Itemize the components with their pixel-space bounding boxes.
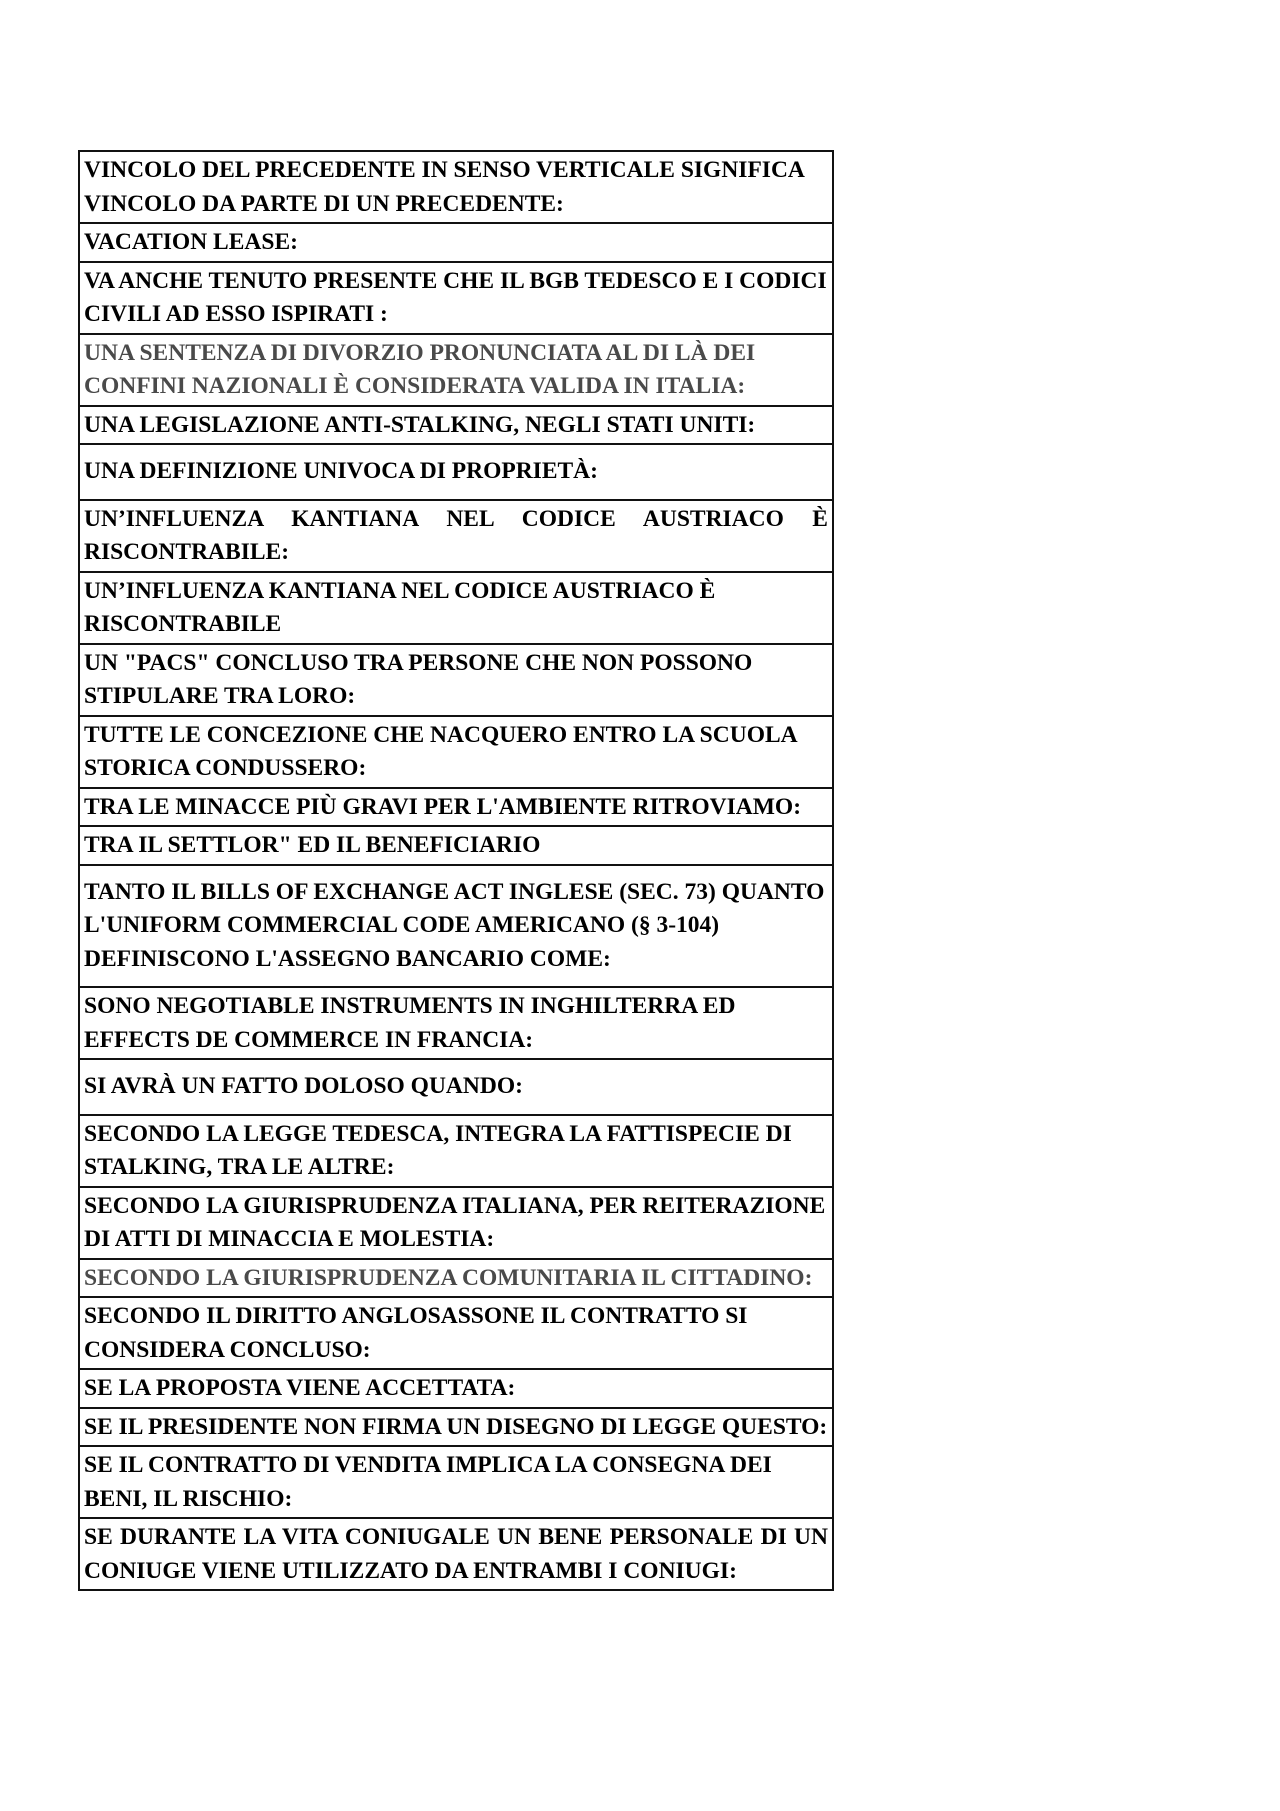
question-cell: TRA IL SETTLOR" ED IL BENEFICIARIO [79, 826, 833, 865]
question-cell: SECONDO LA GIURISPRUDENZA COMUNITARIA IL CITTADINO: [79, 1259, 833, 1298]
table-row [79, 1446, 833, 1518]
table-row [79, 1059, 833, 1115]
question-cell: TANTO IL BILLS OF EXCHANGE ACT INGLESE (SEC. 73) QUANTO L'UNIFORM COMMERCIAL CODE AMERICANO (§ 3-104) DEFINISCONO L'ASSEGNO BANCARIO COME: [79, 865, 833, 988]
table-row [79, 334, 833, 406]
questions-table [78, 150, 834, 1591]
table-row [79, 644, 833, 716]
question-cell: SECONDO LA LEGGE TEDESCA, INTEGRA LA FATTISPECIE DI STALKING, TRA LE ALTRE: [79, 1115, 833, 1187]
question-cell: UNA DEFINIZIONE UNIVOCA DI PROPRIETÀ: [79, 444, 833, 500]
question-cell: UNA SENTENZA DI DIVORZIO PRONUNCIATA AL DI LÀ DEI CONFINI NAZIONALI È CONSIDERATA VALIDA IN ITALIA: [79, 334, 833, 406]
table-row [79, 788, 833, 827]
question-cell: UN’INFLUENZA KANTIANA NEL CODICE AUSTRIACO È RISCONTRABILE [79, 572, 833, 644]
question-cell: VINCOLO DEL PRECEDENTE IN SENSO VERTICALE SIGNIFICA VINCOLO DA PARTE DI UN PRECEDENTE: [79, 151, 833, 223]
table-row [79, 987, 833, 1059]
question-cell: SE IL CONTRATTO DI VENDITA IMPLICA LA CONSEGNA DEI BENI, IL RISCHIO: [79, 1446, 833, 1518]
table-row [79, 1408, 833, 1447]
table-row [79, 262, 833, 334]
question-cell: SECONDO LA GIURISPRUDENZA ITALIANA, PER REITERAZIONE DI ATTI DI MINACCIA E MOLESTIA: [79, 1187, 833, 1259]
table-row [79, 223, 833, 262]
questions-table-body [79, 151, 833, 1590]
table-row [79, 865, 833, 988]
question-cell: SI AVRÀ UN FATTO DOLOSO QUANDO: [79, 1059, 833, 1115]
table-row [79, 716, 833, 788]
table-row [79, 500, 833, 572]
table-row [79, 151, 833, 223]
table-row [79, 1297, 833, 1369]
question-cell: UN’INFLUENZA KANTIANA NEL CODICE AUSTRIACO È RISCONTRABILE: [79, 500, 833, 572]
table-row [79, 1369, 833, 1408]
question-cell: SE IL PRESIDENTE NON FIRMA UN DISEGNO DI LEGGE QUESTO: [79, 1408, 833, 1447]
question-cell: UNA LEGISLAZIONE ANTI-STALKING, NEGLI STATI UNITI: [79, 406, 833, 445]
table-row [79, 1518, 833, 1590]
table-row [79, 1187, 833, 1259]
question-cell: VACATION LEASE: [79, 223, 833, 262]
table-row [79, 1259, 833, 1298]
table-row [79, 572, 833, 644]
table-row [79, 826, 833, 865]
question-cell: VA ANCHE TENUTO PRESENTE CHE IL BGB TEDESCO E I CODICI CIVILI AD ESSO ISPIRATI : [79, 262, 833, 334]
question-cell: TRA LE MINACCE PIÙ GRAVI PER L'AMBIENTE RITROVIAMO: [79, 788, 833, 827]
question-cell: SE LA PROPOSTA VIENE ACCETTATA: [79, 1369, 833, 1408]
table-row [79, 444, 833, 500]
question-cell: SECONDO IL DIRITTO ANGLOSASSONE IL CONTRATTO SI CONSIDERA CONCLUSO: [79, 1297, 833, 1369]
table-row [79, 1115, 833, 1187]
table-row [79, 406, 833, 445]
question-cell: UN "PACS" CONCLUSO TRA PERSONE CHE NON POSSONO STIPULARE TRA LORO: [79, 644, 833, 716]
question-cell: TUTTE LE CONCEZIONE CHE NACQUERO ENTRO LA SCUOLA STORICA CONDUSSERO: [79, 716, 833, 788]
question-cell: SONO NEGOTIABLE INSTRUMENTS IN INGHILTERRA ED EFFECTS DE COMMERCE IN FRANCIA: [79, 987, 833, 1059]
question-cell: SE DURANTE LA VITA CONIUGALE UN BENE PERSONALE DI UN CONIUGE VIENE UTILIZZATO DA ENTRAMBI I CONIUGI: [79, 1518, 833, 1590]
